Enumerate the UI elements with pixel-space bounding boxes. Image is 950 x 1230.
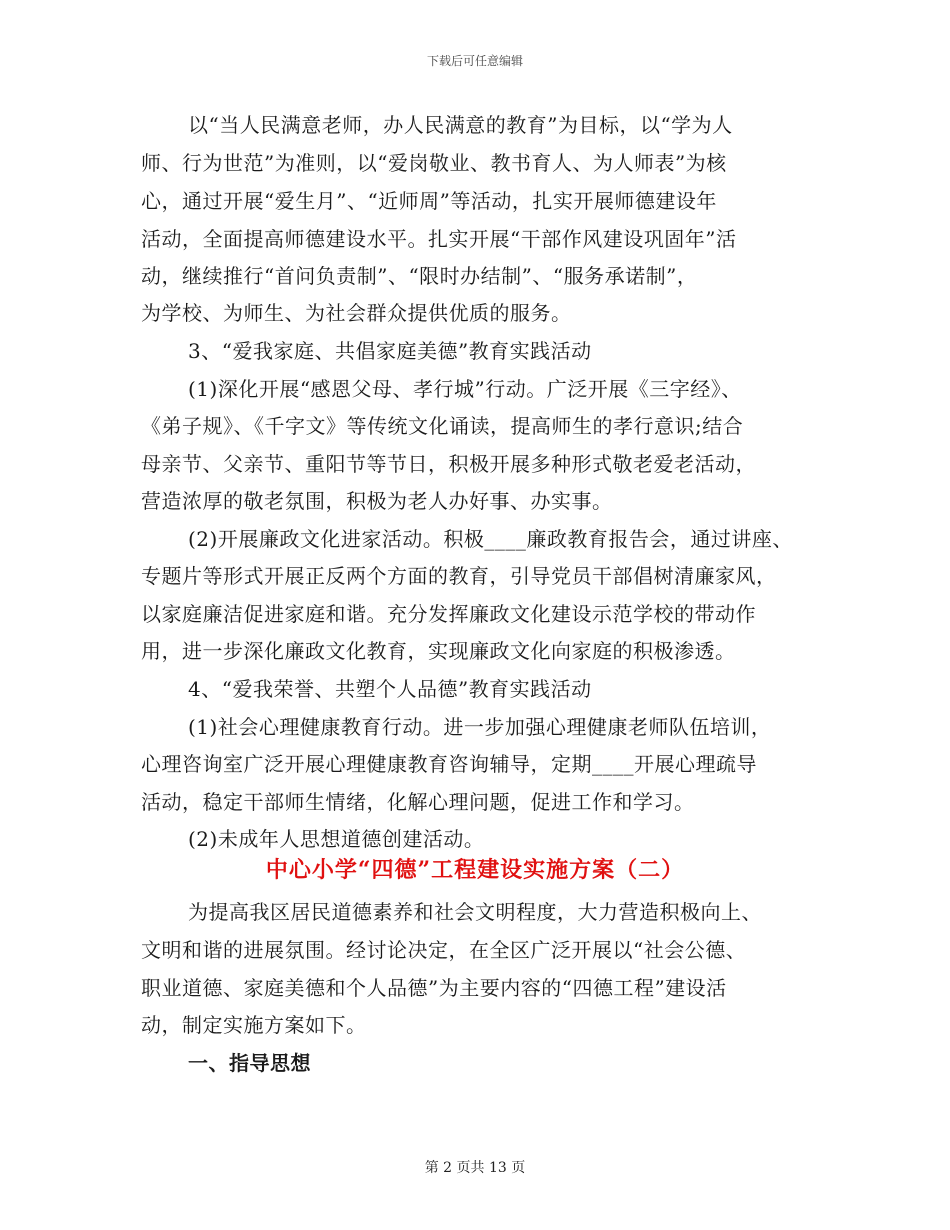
text-line: 营造浓厚的敬老氛围，积极为老人办好事、办实事。 [141,489,613,513]
item-heading-3: 3、“爱我家庭、共倡家庭美德”教育实践活动 [188,339,592,363]
page-header: 下载后可任意编辑 [426,54,523,68]
text-line: 师、行为世范”为准则，以“爱岗敬业、教书育人、为人师表”为核 [141,151,727,175]
text-line: 以家庭廉洁促进家庭和谐。充分发挥廉政文化建设示范学校的带动作 [141,602,756,626]
text-line: 为提高我区居民道德素养和社会文明程度，大力营造积极向上、 [188,900,762,924]
text-line: 专题片等形式开展正反两个方面的教育，引导党员干部倡树清廉家风， [141,564,777,588]
text-line: 活动，稳定干部师生情绪，化解心理问题，促进工作和学习。 [141,790,695,814]
item-heading-4: 4、“爱我荣誉、共塑个人品德”教育实践活动 [188,677,592,701]
section-title: 中心小学“四德”工程建设实施方案（二） [265,857,685,883]
text-line: 为学校、为师生、为社会群众提供优质的服务。 [141,301,572,325]
text-line: 以“当人民满意老师，办人民满意的教育”为目标，以“学为人 [188,113,733,137]
text-line: 心理咨询室广泛开展心理健康教育咨询辅导，定期____开展心理疏导 [141,752,757,776]
text-line: 《弟子规》、《千字文》等传统文化诵读，提高师生的孝行意识;结合 [141,414,744,438]
text-line: 文明和谐的进展氛围。经讨论决定，在全区广泛开展以“社会公德、 [141,938,747,962]
text-line: 职业道德、家庭美德和个人品德”为主要内容的“四德工程”建设活 [141,976,727,1000]
text-line: (2)开展廉政文化进家活动。积极____廉政教育报告会，通过讲座、 [188,527,793,551]
text-line: 动，制定实施方案如下。 [141,1013,367,1037]
heading-guiding-ideology: 一、指导思想 [188,1051,311,1075]
text-line: (2)未成年人思想道德创建活动。 [188,827,485,851]
text-line: 母亲节、父亲节、重阳节等节日，积极开展多种形式敬老爱老活动， [141,452,756,476]
text-line: (1)深化开展“感恩父母、孝行城”行动。广泛开展《三字经》、 [188,377,742,401]
page-footer: 第 2 页共 13 页 [424,1160,526,1176]
text-line: 心，通过开展“爱生月”、“近师周”等活动，扎实开展师德建设年 [141,189,717,213]
text-line: 活动，全面提高师德建设水平。扎实开展“干部作风建设巩固年”活 [141,227,737,251]
text-line: 动，继续推行“首问负责制”、“限时办结制”、“服务承诺制”， [141,264,698,288]
text-line: (1)社会心理健康教育行动。进一步加强心理健康老师队伍培训， [188,715,772,739]
text-line: 用，进一步深化廉政文化教育，实现廉政文化向家庭的积极渗透。 [141,639,736,663]
